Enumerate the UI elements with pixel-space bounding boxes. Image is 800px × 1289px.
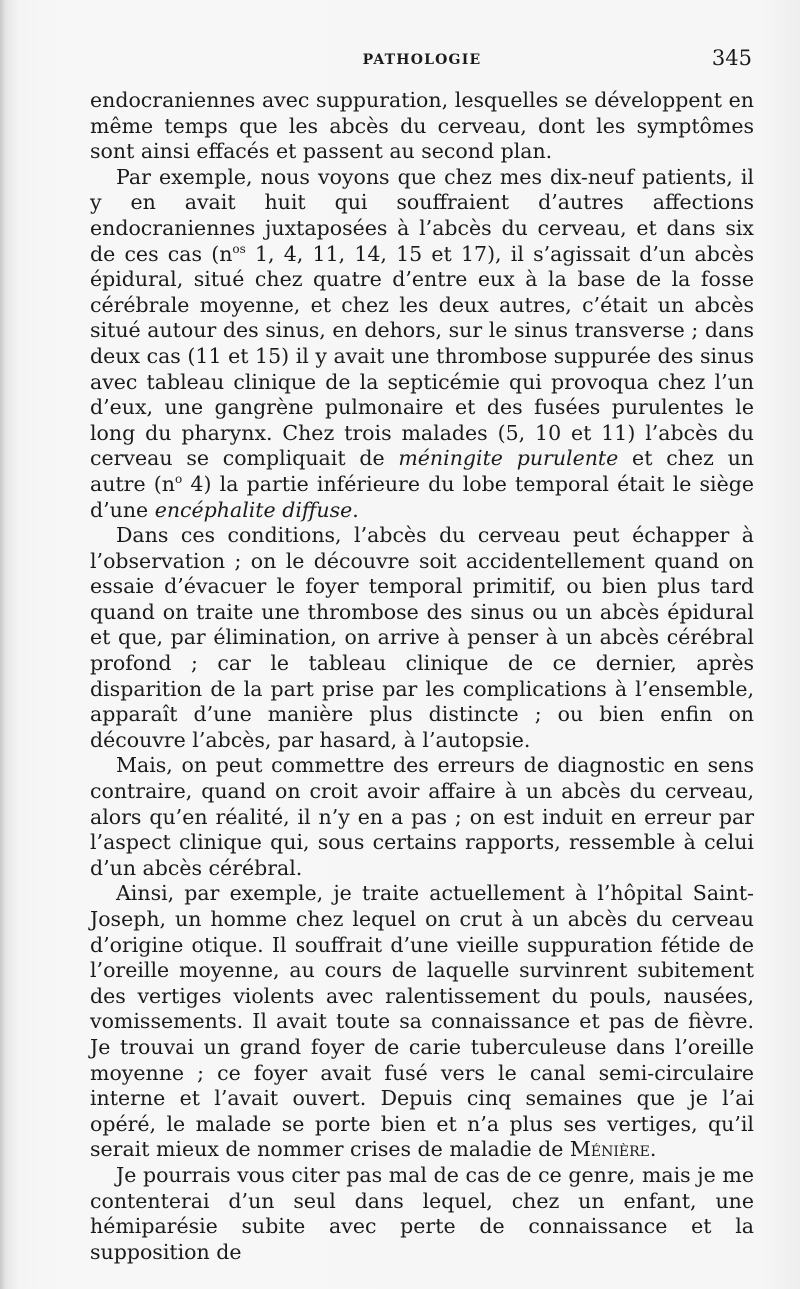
emphasis-meningite-purulente: méningite purulente (398, 446, 619, 471)
paragraph-6-text: Je pourrais vous citer pas mal de cas de ce genre, mais je me contenterai d’un seul dans lequel, chez un enfant, une hémiparésie subite avec perte de connaissance et la supposition de (90, 1162, 754, 1264)
paragraph-1 (90, 88, 754, 165)
paragraph-3 (90, 523, 754, 753)
paragraph-2-text-a: Par exemple, nous voyons que chez mes dix-neuf patients, il y en avait huit qui souffraient d’autres affections endocraniennes juxtaposées à l’abcès du cerveau, et dans six de ces cas (n (90, 164, 754, 266)
small-caps-meniere: Ménière (569, 1137, 650, 1162)
paragraph-2 (90, 165, 754, 523)
paragraph-5-text-a: Ainsi, par exemple, je traite actuellement à l’hôpital Saint-Joseph, un homme chez lequel on crut à un abcès du cerveau d’origine otique. Il souffrait d’une vieille suppuration fétide de l’oreille moyenne, au cours de laquelle survinrent subitement des vertiges violents avec ralentissement du pouls, nausées, vomissements. Il avait toute sa connaissance et pas de fièvre. Je trouvai un grand foyer de carie tuberculeuse dans l’oreille moyenne ; ce foyer avait fusé vers le canal semi-circulaire interne et l’avait ouvert. Depuis cinq semaines que je l’ai opéré, le malade se porte bien et n’a plus ses vertiges, qu’il serait mieux de nommer crises de maladie de (90, 881, 754, 1162)
paragraph-6 (90, 1163, 754, 1265)
body-text (90, 88, 754, 1265)
paragraph-2-text-e: . (352, 497, 359, 522)
paragraph-1-text: endocraniennes avec suppuration, lesquelles se développent en même temps que les abcès du cerveau, dont les symptômes sont ainsi effacés et passent au second plan. (90, 88, 754, 164)
running-title: PATHOLOGIE (362, 52, 482, 68)
paragraph-5 (90, 881, 754, 1163)
superscript-nos: os (232, 241, 246, 256)
paragraph-2-text-d: 4) la partie inférieure du lobe temporal était le siège d’une (90, 471, 755, 522)
paragraph-4 (90, 753, 754, 881)
superscript-no: o (175, 472, 183, 487)
paragraph-2-text-c: et chez un autre (n (90, 446, 754, 496)
page-number: 345 (711, 46, 752, 70)
paragraph-3-text: Dans ces conditions, l’abcès du cerveau peut échapper à l’observation ; on le découvre soit accidentellement quand on essaie d’évacuer le foyer temporal primitif, ou bien plus tard quand on traite une thrombose des sinus ou un abcès épidural et que, par élimination, on arrive à penser à un abcès cérébral profond ; car le tableau clinique de ce dernier, après disparition de la part prise par les complications à l’ensemble, apparaît d’une manière plus distincte ; ou bien enfin on découvre l’abcès, par hasard, à l’autopsie. (90, 523, 754, 752)
paragraph-5-text-b: . (649, 1137, 657, 1162)
paragraph-2-text-b: 1, 4, 11, 14, 15 et 17), il s’agissait d’un abcès épidural, situé chez quatre d’entre eux à la base de la fosse cérébrale moyenne, et chez les deux autres, c’était un abcès situé autour des sinus, en dehors, sur le sinus transverse ; dans deux cas (11 et 15) il y avait une thrombose suppurée des sinus avec tableau clinique de la septicémie qui provoqua chez l’un d’eux, une gangrène pulmonaire et des fusées purulentes le long du pharynx. Chez trois malades (5, 10 et 11) l’abcès du cerveau se compliquait de (90, 241, 755, 471)
emphasis-encephalite-diffuse: encéphalite diffuse (154, 497, 353, 522)
paragraph-4-text: Mais, on peut commettre des erreurs de diagnostic en sens contraire, quand on croit avoir affaire à un abcès du cerveau, alors qu’en réalité, il n’y en a pas ; on est induit en erreur par l’aspect clinique qui, sous certains rapports, ressemble à celui d’un abcès cérébral. (90, 753, 754, 880)
page-header (92, 46, 752, 74)
